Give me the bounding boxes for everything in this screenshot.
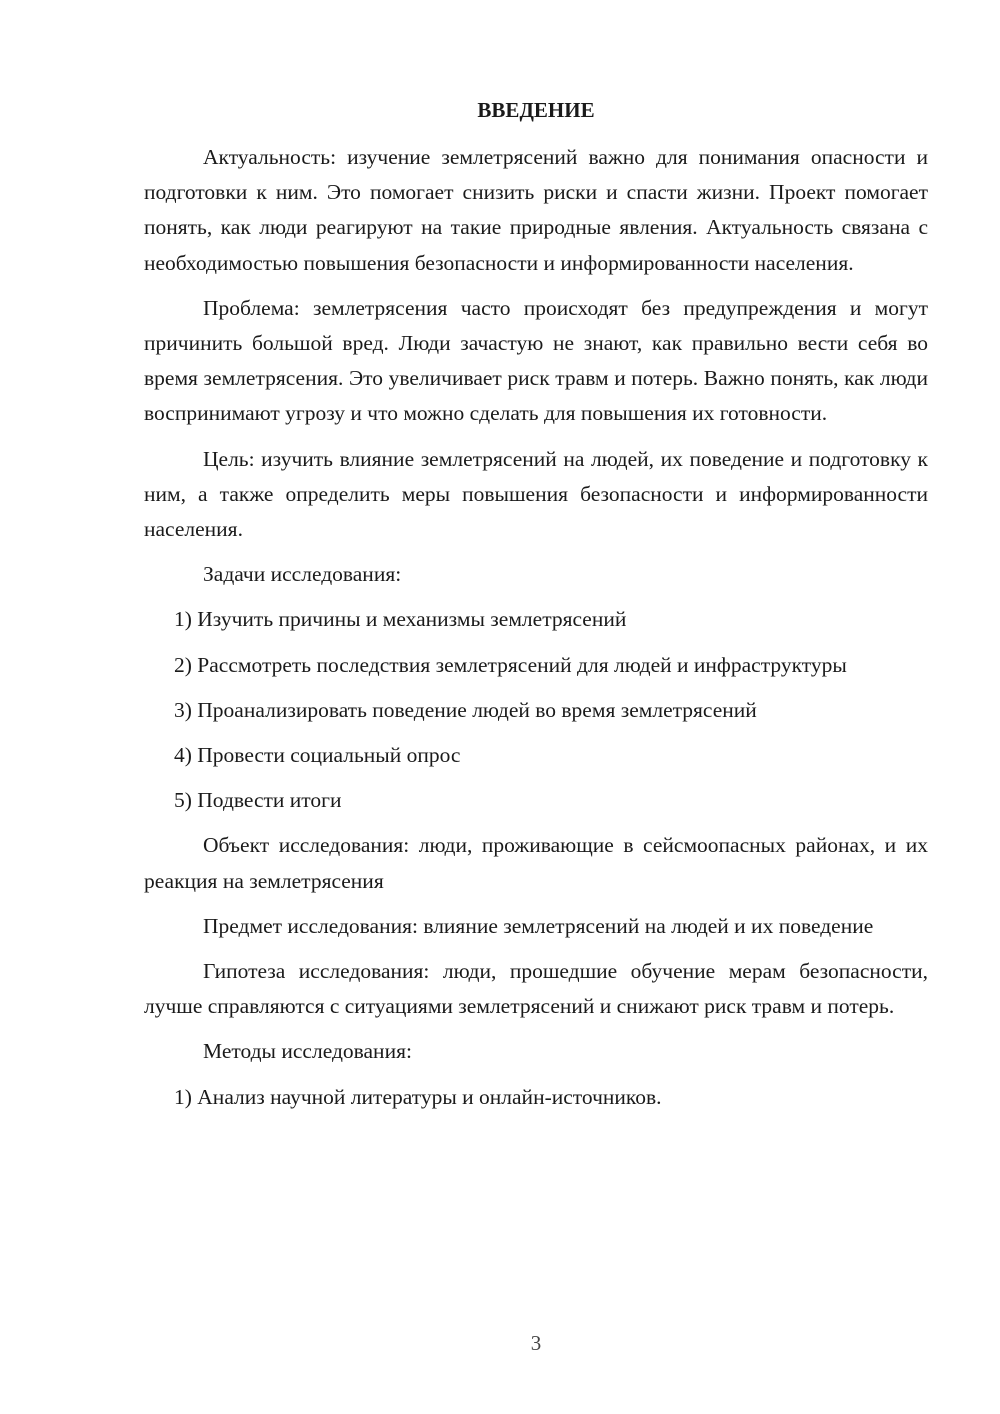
object-paragraph: Объект исследования: люди, проживающие в сейсмоопасных районах, и их реакция на землетрясения xyxy=(144,833,928,893)
method-item: 1) Анализ научной литературы и онлайн-источников. xyxy=(174,1084,662,1109)
subject-paragraph: Предмет исследования: влияние землетрясений на людей и их поведение xyxy=(203,913,874,938)
document-title: ВВЕДЕНИЕ xyxy=(477,98,595,122)
task-item: 2) Рассмотреть последствия землетрясений для людей и инфраструктуры xyxy=(174,652,847,677)
tasks-heading: Задачи исследования: xyxy=(203,562,402,587)
document-page xyxy=(144,93,928,1125)
task-item: 5) Подвести итоги xyxy=(174,788,342,813)
task-item: 4) Провести социальный опрос xyxy=(174,743,461,768)
goal-paragraph: Цель: изучить влияние землетрясений на людей, их поведение и подготовку к ним, а также определить меры повышения безопасности и информированности населения. xyxy=(144,446,928,542)
task-item: 1) Изучить причины и механизмы землетрясений xyxy=(174,607,627,632)
hypothesis-paragraph: Гипотеза исследования: люди, прошедшие обучение мерам безопасности, лучше справляются с ситуациями землетрясений и снижают риск травм и потерь. xyxy=(144,959,928,1019)
methods-heading: Методы исследования: xyxy=(203,1039,412,1064)
relevance-paragraph: Актуальность: изучение землетрясений важно для понимания опасности и подготовки к ним. Это помогает снизить риски и спасти жизни. Проект помогает понять, как люди реагируют на такие природные явления. Актуальность связана с необходимостью повышения безопасности и информированности населения. xyxy=(144,145,928,275)
page-number: 3 xyxy=(530,1331,542,1355)
problem-paragraph: Проблема: землетрясения часто происходят без предупреждения и могут причинить большой вред. Люди зачастую не знают, как правильно вести себя во время землетрясения. Это увеличивает риск травм и потерь. Важно понять, как люди воспринимают угрозу и что можно сделать для повышения их готовности. xyxy=(144,295,928,426)
task-item: 3) Проанализировать поведение людей во время землетрясений xyxy=(174,697,757,722)
